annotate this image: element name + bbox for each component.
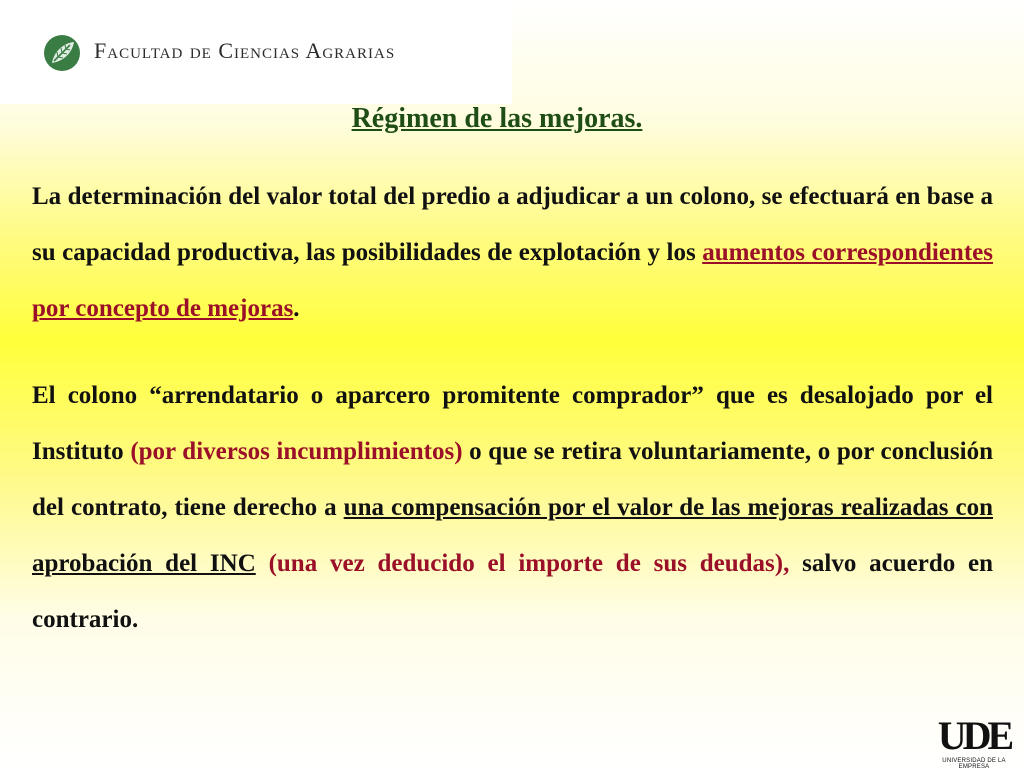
paragraph-1-highlight: aumentos correspondientes por concepto de mejoras (32, 239, 993, 322)
ude-logo-subtitle: UNIVERSIDAD DE LA EMPRESA (942, 758, 1006, 770)
header-logo-area (0, 0, 512, 104)
paragraph-2 (32, 368, 993, 648)
paragraph-2-red-1: (por diversos incumplimientos) (130, 438, 463, 465)
paragraph-2-text-a: El colono “arrendatario o aparcero promitente comprador” que es desalojado por el Instituto (32, 382, 993, 465)
ude-logo-text: UDE (937, 713, 1011, 758)
paragraph-2-underlined: una compensación por el valor de las mejoras realizadas con aprobación del INC (32, 494, 993, 577)
ude-logo (929, 713, 1019, 770)
paragraph-1 (32, 169, 993, 337)
paragraph-1-text-b: . (293, 295, 300, 322)
slide-title: Régimen de las mejoras. (351, 103, 643, 134)
paragraph-1-text-a: La determinación del valor total del predio a adjudicar a un colono, se efectuará en base a su capacidad productiva, las posibilidades de explotación y los (32, 183, 993, 266)
paragraph-2-text-d: salvo acuerdo en contrario. (32, 550, 994, 633)
paragraph-2-red-2: (una vez deducido el importe de sus deudas), (268, 550, 790, 577)
leaf-logo-icon (42, 33, 82, 73)
paragraph-2-text-c (256, 550, 269, 577)
paragraph-2-text-b: o que se retira voluntariamente, o por conclusión del contrato, tiene derecho a (32, 438, 994, 521)
faculty-name: Facultad de Ciencias Agrarias (94, 38, 396, 63)
